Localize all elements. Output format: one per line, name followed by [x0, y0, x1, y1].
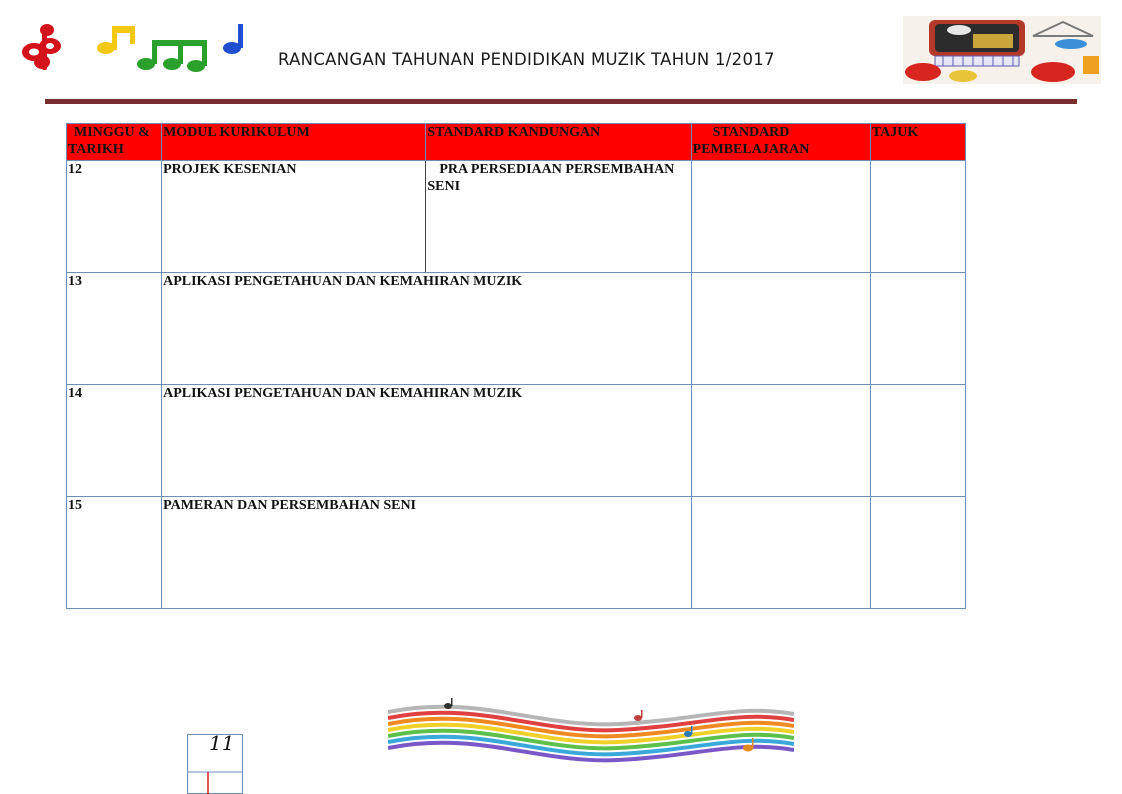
- week-cell: 13: [67, 273, 162, 385]
- topic-cell: [870, 385, 965, 497]
- module-cell: APLIKASI PENGETAHUAN DAN KEMAHIRAN MUZIK: [162, 385, 692, 497]
- column-header-week: MINGGU & TARIKH: [67, 124, 162, 161]
- table-header-row: [67, 124, 966, 161]
- week-cell: 15: [67, 497, 162, 609]
- column-header-learning-standard: STANDARD PEMBELAJARAN: [691, 124, 870, 161]
- yearly-plan-table: [66, 123, 966, 609]
- page-title: RANCANGAN TAHUNAN PENDIDIKAN MUZIK TAHUN 1/2017: [278, 50, 775, 69]
- topic-cell: [870, 161, 965, 273]
- musical-instruments-icon: [903, 16, 1101, 84]
- column-header-module: MODUL KURIKULUM: [162, 124, 426, 161]
- page-number: 11: [209, 731, 235, 755]
- learning-standard-cell: [691, 385, 870, 497]
- week-cell: 12: [67, 161, 162, 273]
- table-row: [67, 273, 966, 385]
- table-row: [67, 385, 966, 497]
- table-row: [67, 161, 966, 273]
- learning-standard-cell: [691, 273, 870, 385]
- rainbow-music-wave-icon: [388, 698, 794, 766]
- module-cell: PROJEK KESENIAN: [162, 161, 426, 273]
- content-standard-cell: PRA PERSEDIAAN PERSEMBAHAN SENI: [426, 161, 691, 273]
- header-divider: [45, 99, 1077, 104]
- module-cell: PAMERAN DAN PERSEMBAHAN SENI: [162, 497, 692, 609]
- learning-standard-cell: [691, 161, 870, 273]
- music-notes-logo-icon: [14, 18, 264, 74]
- column-header-topic: TAJUK: [870, 124, 965, 161]
- topic-cell: [870, 273, 965, 385]
- module-cell: APLIKASI PENGETAHUAN DAN KEMAHIRAN MUZIK: [162, 273, 692, 385]
- column-header-content-standard: STANDARD KANDUNGAN: [426, 124, 691, 161]
- topic-cell: [870, 497, 965, 609]
- table-row: [67, 497, 966, 609]
- learning-standard-cell: [691, 497, 870, 609]
- week-cell: 14: [67, 385, 162, 497]
